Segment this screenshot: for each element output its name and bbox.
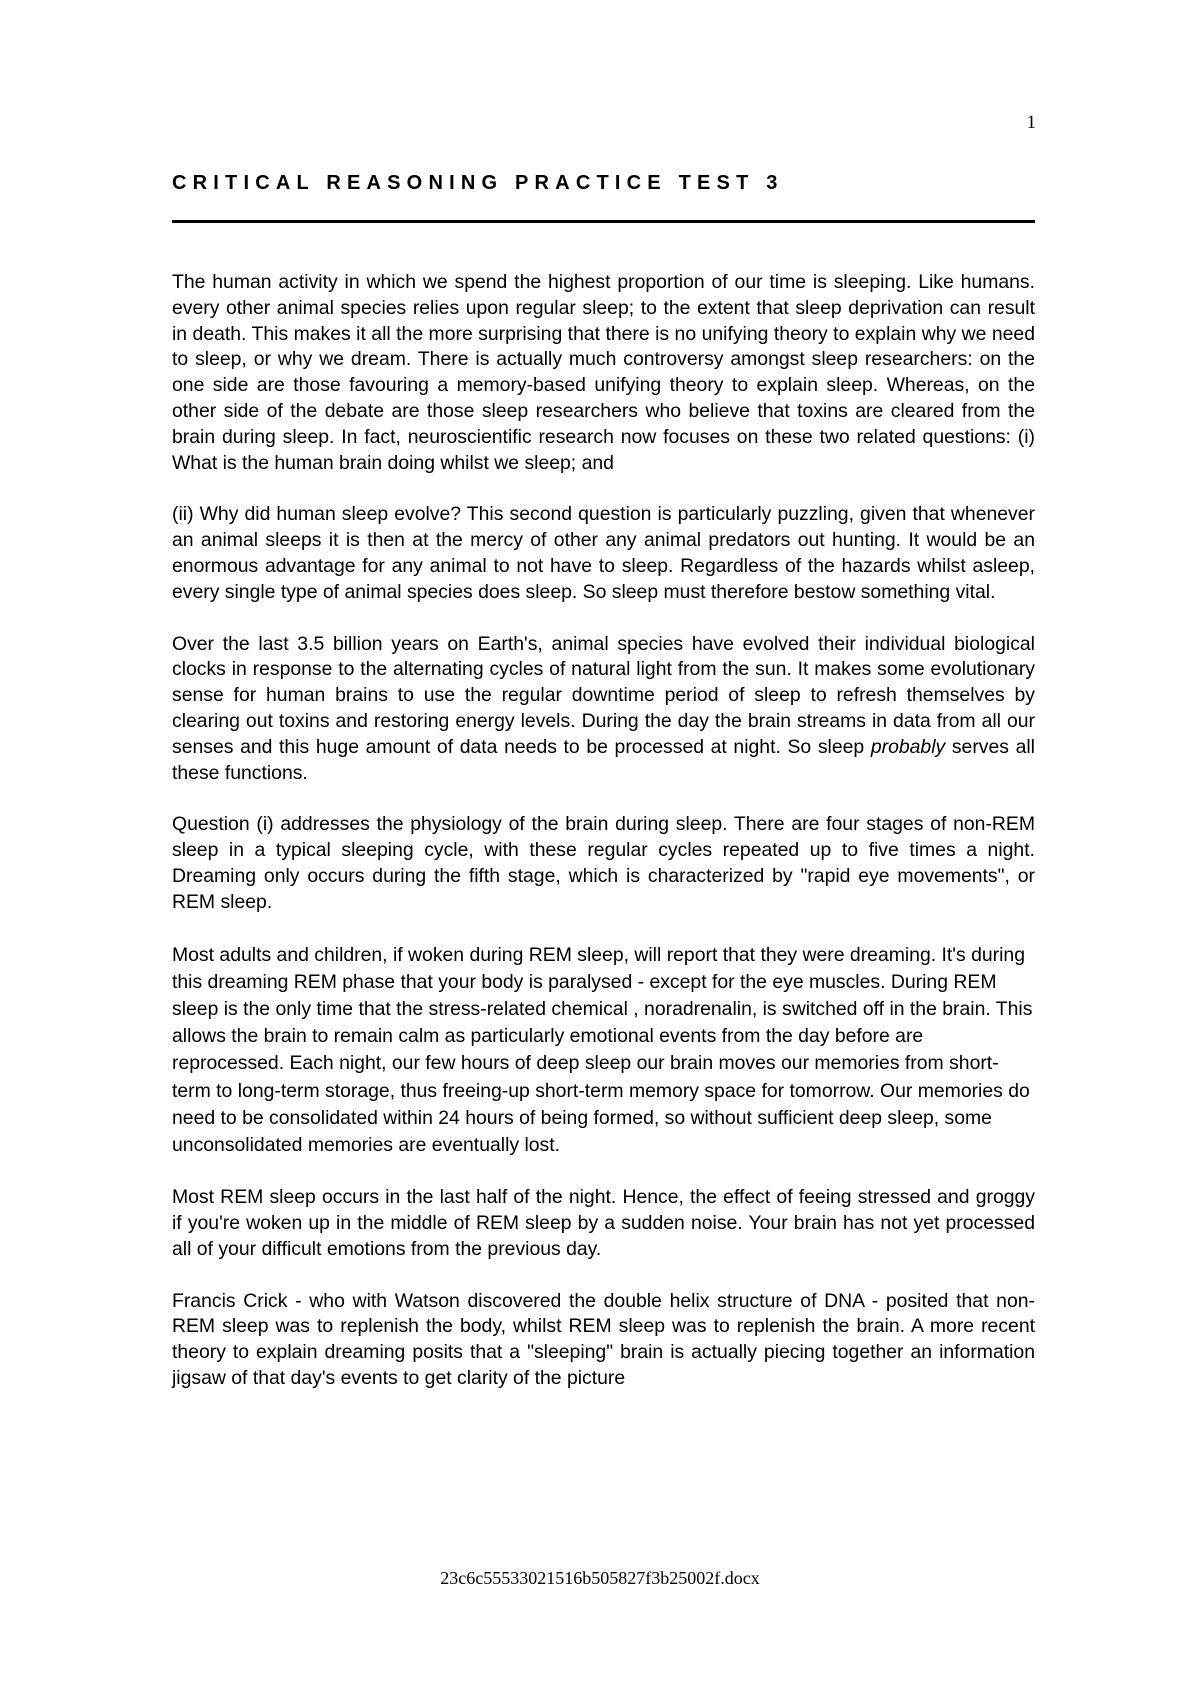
document-body bbox=[172, 270, 1035, 1418]
paragraph-rem-timing: Most REM sleep occurs in the last half of the night. Hence, the effect of feeing stressed and groggy if you're woken up in the middle of REM sleep by a sudden noise. Your brain has not yet processed all of your difficult emotions from the previous day. bbox=[172, 1186, 1035, 1260]
paragraph-evolution-question: (ii) Why did human sleep evolve? This second question is particularly puzzling, given that whenever an animal sleeps it is then at the mercy of other any animal predators out hunting. It would be an enormous advantage for any animal to not have to sleep. Regardless of the hazards whilst asleep, every single type of animal species does sleep. So sleep must therefore bestow something vital. bbox=[172, 503, 1035, 603]
paragraph-intro: The human activity in which we spend the highest proportion of our time is sleeping. Like humans. every other animal species relies upon regular sleep; to the extent that sleep deprivation can result in death. This makes it all the more surprising that there is no unifying theory to explain why we need to sleep, or why we dream. There is actually much controversy amongst sleep researchers: on the one side are those favouring a memory-based unifying theory to explain sleep. Whereas, on the other side of the debate are those sleep researchers who believe that toxins are cleared from the brain during sleep. In fact, neuroscientific research now focuses on these two related questions: (i) What is the human brain doing whilst we sleep; and bbox=[172, 271, 1035, 474]
paragraph-rem-dreaming: Most adults and children, if woken during REM sleep, will report that they were dreaming. It's during this dreaming REM phase that your body is paralysed - except for the eye muscles. During REM sleep is the only time that the stress-related chemical , noradrenalin, is switched off in the brain. This allows the brain to remain calm as particularly emotional events from the day before are reprocessed. Each night, our few hours of deep sleep our brain moves our memories from short-term to long-term storage, thus freeing-up short-term memory space for tomorrow. Our memories do need to be consolidated within 24 hours of being formed, so without sufficient deep sleep, some unconsolidated memories are eventually lost. bbox=[172, 943, 1033, 1156]
paragraph-sleep-stages: Question (i) addresses the physiology of the brain during sleep. There are four stages of non-REM sleep in a typical sleeping cycle, with these regular cycles repeated up to five times a night. Dreaming only occurs during the fifth stage, which is characterized by "rapid eye movements", or REM sleep. bbox=[172, 813, 1035, 913]
emphasis-probably: probably bbox=[870, 735, 946, 758]
title-divider bbox=[172, 220, 1035, 223]
paragraph-biological-clocks bbox=[172, 632, 1035, 787]
paragraph-biological-clocks-end: serves all these functions. bbox=[172, 735, 1035, 784]
page-title: CRITICAL REASONING PRACTICE TEST 3 bbox=[172, 172, 784, 194]
paragraph-francis-crick: Francis Crick - who with Watson discovered the double helix structure of DNA - posited that non-REM sleep was to replenish the body, whilst REM sleep was to replenish the brain. A more recent theory to explain dreaming posits that a "sleeping" brain is actually piecing together an information jigsaw of that day's events to get clarity of the picture bbox=[172, 1289, 1035, 1389]
footer-filename: 23c6c55533021516b505827f3b25002f.docx bbox=[440, 1568, 760, 1588]
paragraph-biological-clocks-start: Over the last 3.5 billion years on Earth's, animal species have evolved their individual biological clocks in response to the alternating cycles of natural light from the sun. It makes some evolutionary sense for human brains to use the regular downtime period of sleep to refresh themselves by clearing out toxins and restoring energy levels. During the day the brain streams in data from all our senses and this huge amount of data needs to be processed at night. So sleep bbox=[172, 632, 1035, 758]
page-number: 1 bbox=[1026, 112, 1036, 133]
